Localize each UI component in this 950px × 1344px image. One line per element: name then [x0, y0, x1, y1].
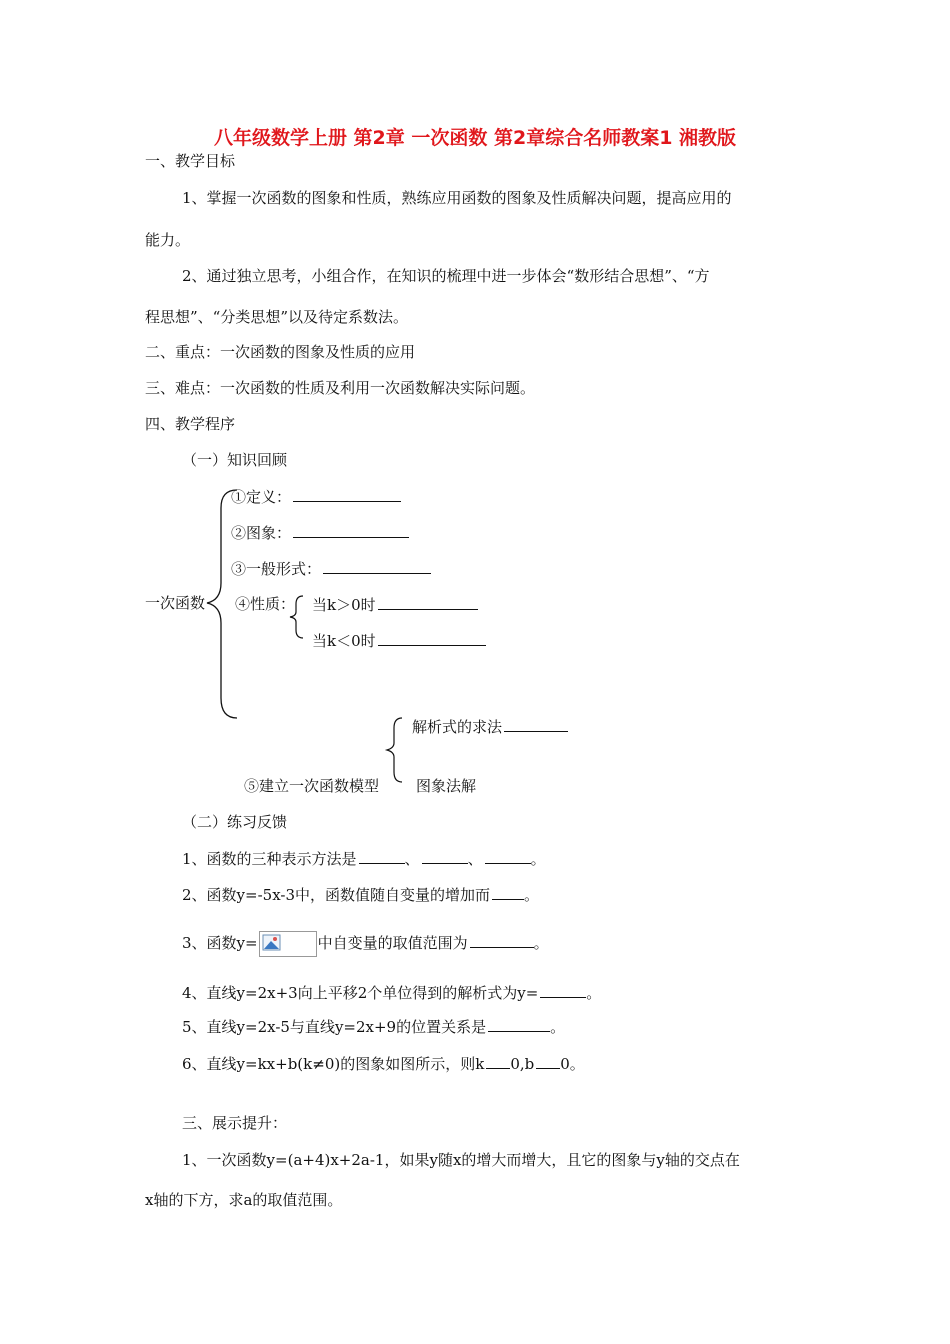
tree-model-analytic: 解析式的求法: [412, 716, 568, 737]
tree-model-label: ⑤建立一次函数模型: [244, 777, 380, 795]
tree-property-positive-k: 当k＞0时: [312, 594, 478, 615]
exercise-6: 6、直线y=kx+b(k≠0)的图象如图所示，则k 0,b 0。: [182, 1055, 585, 1073]
tree-property-label: ④性质：: [235, 595, 296, 613]
tree-property-negative-k: 当k＜0时: [312, 630, 486, 651]
exercise-4: 4、直线y=2x+3向上平移2个单位得到的解析式为y= 。: [182, 984, 602, 1002]
problem-1-line-2: x轴的下方，求a的取值范围。: [145, 1191, 343, 1209]
blank-line: [378, 594, 478, 610]
subsection-practice: （二）练习反馈: [182, 813, 288, 831]
problem-1-line-1: 1、一次函数y=(a+4)x+2a-1，如果y随x的增大而增大，且它的图象与y轴的交点在: [182, 1151, 740, 1169]
goal-1-line-1: 1、掌握一次函数的图象和性质，熟练应用函数的图象及性质解决问题，提高应用的: [182, 189, 732, 207]
goal-2-line-2: 程思想”、“分类思想”以及待定系数法。: [145, 308, 409, 326]
exercise-1: 1、函数的三种表示方法是 、 、 。: [182, 850, 546, 868]
subsection-review: （一）知识回顾: [182, 451, 288, 469]
blank-line: [293, 486, 401, 502]
tree-model-graph: 图象法解: [416, 777, 477, 795]
broken-image-icon: [259, 931, 317, 957]
section-heading-goals: 一、教学目标: [145, 152, 236, 170]
section-heading-procedure: 四、教学程序: [145, 415, 236, 433]
property-brace: [287, 594, 307, 640]
section-heading-showcase: 三、展示提升：: [182, 1114, 288, 1132]
section-heading-key-points: 二、重点：一次函数的图象及性质的应用: [145, 343, 416, 361]
tree-definition: ①定义：: [231, 486, 401, 507]
tree-root-label: 一次函数: [145, 594, 206, 612]
document-title: 八年级数学上册 第2章 一次函数 第2章综合名师教案1 湘教版: [213, 127, 737, 149]
exercise-2: 2、函数y=-5x-3中，函数值随自变量的增加而 。: [182, 886, 540, 904]
tree-graph: ②图象：: [231, 522, 409, 543]
blank-line: [323, 558, 431, 574]
goal-1-line-2: 能力。: [145, 231, 191, 249]
model-brace: [384, 716, 406, 784]
blank-line: [504, 716, 568, 732]
blank-line: [378, 630, 486, 646]
exercise-5: 5、直线y=2x-5与直线y=2x+9的位置关系是 。: [182, 1018, 566, 1036]
exercise-3: 3、函数y= 中自变量的取值范围为 。: [182, 931, 549, 957]
section-heading-difficulties: 三、难点：一次函数的性质及利用一次函数解决实际问题。: [145, 379, 536, 397]
goal-2-line-1: 2、通过独立思考，小组合作，在知识的梳理中进一步体会“数形结合思想”、“方: [182, 267, 710, 285]
tree-general-form: ③一般形式：: [231, 558, 431, 579]
blank-line: [293, 522, 409, 538]
